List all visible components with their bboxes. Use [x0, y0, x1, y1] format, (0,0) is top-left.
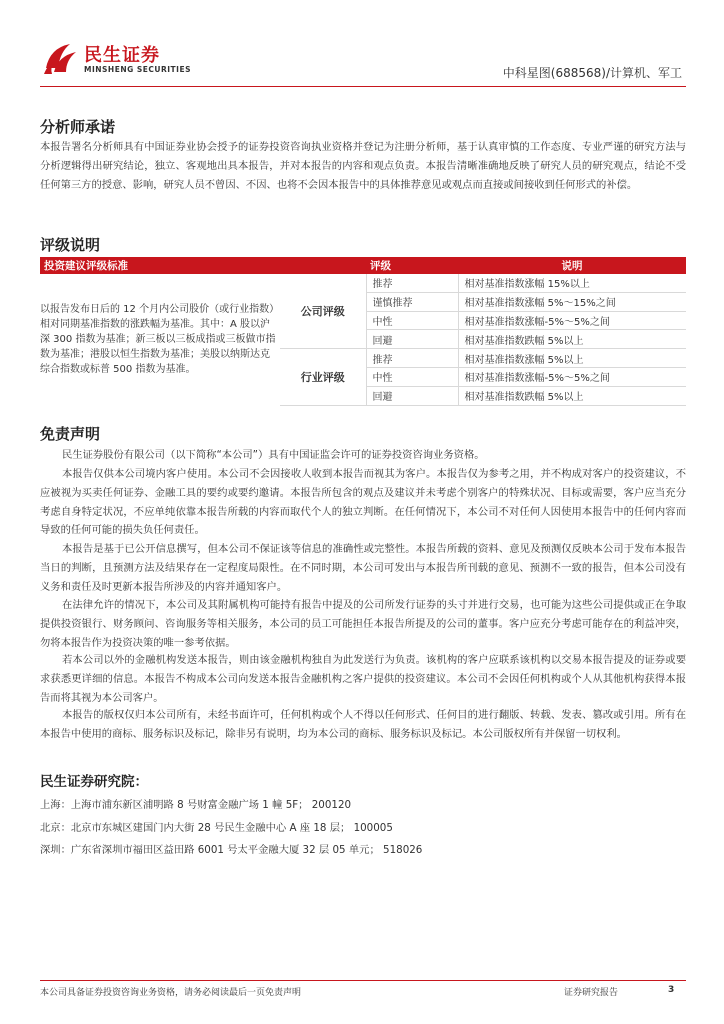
disclaimer-paragraph: 本报告是基于已公开信息撰写，但本公司不保证该等信息的准确性或完整性。本报告所载的资料、意见及预测仅反映本公司于发布本报告当日的判断，且预测方法及结果存在一定程度局限性。在不同时期，本公司可发出与本报告所刊载的意见、预测不一致的报告，但本公司没有义务和责任及时更新本报告所涉及的内容并通知客户。 — [40, 543, 686, 593]
institute-title: 民生证券研究院： — [40, 774, 148, 790]
rating-explain: 相对基准指数涨幅 5%～15%之间 — [458, 292, 686, 311]
rating-title: 评级说明 — [40, 236, 101, 254]
logo-text-en: MINSHENG SECURITIES — [84, 65, 191, 74]
footer-notice: 本公司具备证券投资咨询业务资格，请务必阅读最后一页免责声明 — [40, 988, 302, 998]
rating-level: 中性 — [366, 311, 458, 330]
rating-level: 回避 — [366, 330, 458, 349]
rating-level: 推荐 — [366, 274, 458, 292]
company-rating-label: 公司评级 — [280, 274, 366, 349]
minsheng-logo-icon — [40, 38, 80, 78]
footer-divider — [40, 980, 686, 981]
brand-logo — [40, 38, 190, 78]
rating-description: 以报告发布日后的 12 个月内公司股价（或行业指数）相对同期基准指数的涨跌幅为基准。其中：A 股以沪深 300 指数为基准；新三板以三板成指或三板做市指数为基准；港股以恒生指数为基准；美股以纳斯达克综合指数或标普 500 指数为基准。 — [40, 304, 276, 376]
rating-explain: 相对基准指数跌幅 5%以上 — [458, 330, 686, 349]
header-level: 评级 — [366, 257, 458, 274]
header-blank — [280, 257, 366, 274]
disclaimer-title: 免责声明 — [40, 425, 101, 443]
report-info: 中科星图(688568)/计算机、军工 — [502, 66, 682, 80]
rating-table — [40, 257, 686, 406]
analyst-commitment-text: 本报告署名分析师具有中国证券业协会授予的证券投资咨询执业资格并登记为注册分析师，基于认真审慎的工作态度、专业严谨的研究方法与分析逻辑得出研究结论，独立、客观地出具本报告，并对本报告的内容和观点负责。本报告清晰准确地反映了研究人员的研究观点，结论不受任何第三方的授意、影响，研究人员不曾因、不因、也将不会因本报告中的具体推荐意见或观点而直接或间接收到任何形式的补偿。 — [40, 141, 686, 191]
rating-explain: 相对基准指数涨幅-5%～5%之间 — [458, 311, 686, 330]
disclaimer-paragraph: 民生证券股份有限公司（以下简称“本公司”）具有中国证监会许可的证券投资咨询业务资格。 — [62, 449, 485, 461]
rating-explain: 相对基准指数涨幅 5%以上 — [458, 349, 686, 368]
rating-explain: 相对基准指数涨幅 15%以上 — [458, 274, 686, 292]
analyst-commitment-title: 分析师承诺 — [40, 118, 116, 136]
header-divider — [40, 86, 686, 87]
disclaimer-paragraph: 本报告的版权仅归本公司所有，未经书面许可，任何机构或个人不得以任何形式、任何目的进行翻版、转载、发表、篡改或引用。所有在本报告中使用的商标、服务标识及标记，除非另有说明，均为本公司的商标、服务标识及标记。本公司版权所有并保留一切权利。 — [40, 709, 686, 740]
address-shanghai: 上海：上海市浦东新区浦明路 8 号财富金融广场 1 幢 5F； 200120 — [40, 799, 352, 811]
disclaimer-paragraph: 本报告仅供本公司境内客户使用。本公司不会因接收人收到本报告而视其为客户。本报告仅为参考之用，并不构成对客户的投资建议，不应被视为买卖任何证券、金融工具的要约或要约邀请。本报告所包含的观点及建议并未考虑个别客户的特殊状况、目标或需要，客户应当充分考虑自身特定状况，不应单纯依靠本报告所载的内容而取代个人的独立判断。在任何情况下，本公司不对任何人因使用本报告中的任何内容而导致的任何可能的损失负任何责任。 — [40, 468, 686, 537]
table-row — [40, 274, 686, 292]
rating-table-header — [40, 257, 686, 274]
rating-level: 回避 — [366, 386, 458, 405]
rating-explain: 相对基准指数涨幅-5%～5%之间 — [458, 367, 686, 386]
footer-report-type: 证券研究报告 — [564, 988, 619, 998]
disclaimer-paragraph: 在法律允许的情况下，本公司及其附属机构可能持有报告中提及的公司所发行证券的头寸并进行交易，也可能为这些公司提供或正在争取提供投资银行、财务顾问、咨询服务等相关服务，本公司的员工可能担任本报告所提及的公司的董事。客户应充分考虑可能存在的利益冲突，勿将本报告作为投资决策的唯一参考依据。 — [40, 599, 686, 649]
address-beijing: 北京：北京市东城区建国门内大街 28 号民生金融中心 A 座 18 层； 100005 — [40, 822, 393, 834]
rating-explain: 相对基准指数跌幅 5%以上 — [458, 386, 686, 405]
header-explain: 说明 — [458, 257, 686, 274]
page-number: 3 — [668, 985, 675, 995]
address-shenzhen: 深圳：广东省深圳市福田区益田路 6001 号太平金融大厦 32 层 05 单元； 518026 — [40, 844, 423, 856]
header-standard: 投资建议评级标准 — [40, 257, 280, 274]
industry-rating-label: 行业评级 — [280, 349, 366, 405]
rating-level: 谨慎推荐 — [366, 292, 458, 311]
rating-level: 推荐 — [366, 349, 458, 368]
logo-text-cn: 民生证券 — [84, 45, 160, 66]
rating-level: 中性 — [366, 367, 458, 386]
disclaimer-paragraph: 若本公司以外的金融机构发送本报告，则由该金融机构独自为此发送行为负责。该机构的客户应联系该机构以交易本报告提及的证券或要求获悉更详细的信息。本报告不构成本公司向发送本报告金融机构之客户提供的投资建议。本公司不会因任何机构或个人从其他机构获得本报告而将其视为本公司客户。 — [40, 654, 686, 704]
